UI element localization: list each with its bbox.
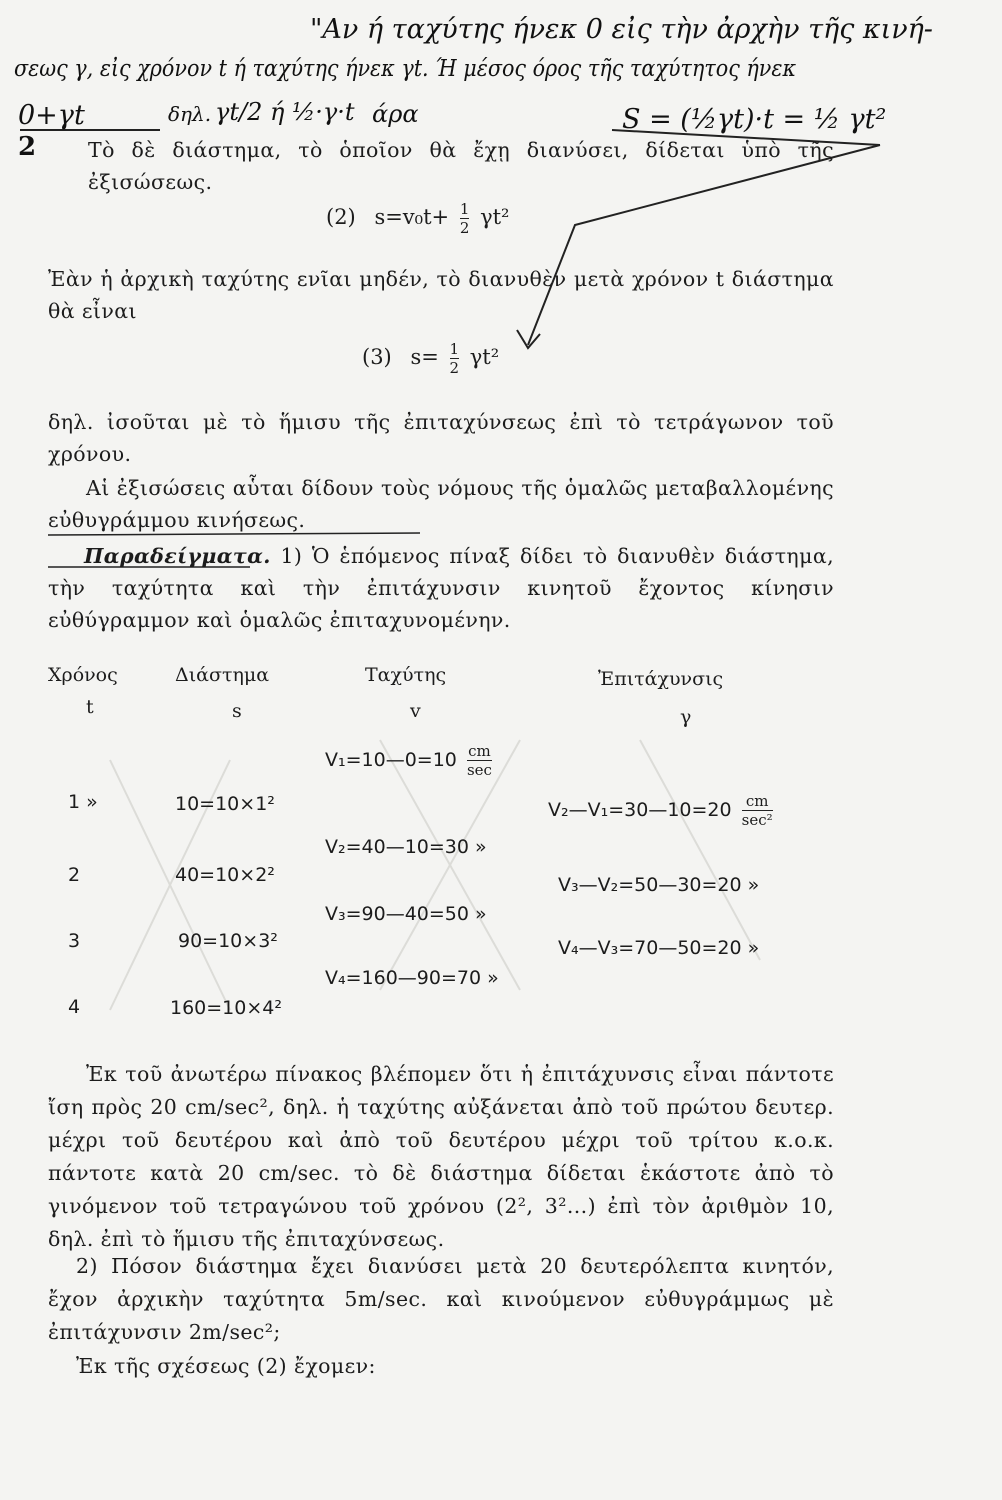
paragraph-problem-2: 2) Πόσον διάστημα ἔχει διανύσει μετὰ 20 δευτερόλεπτα κινητόν, ἔχον ἀρχικὴν ταχύτητα 5m/sec. καὶ κινούμενον εὐθυγράμμως μὲ ἐπιτάχυνσιν 2m/sec²; (48, 1254, 834, 1344)
table-symbol-s: s (232, 700, 242, 722)
equation-3-numerator: 1 (449, 340, 460, 358)
table-header-distance: Διάστημα (175, 664, 270, 686)
table-velocity-4: V₄=160—90=70 » (325, 967, 499, 989)
table-header-time: Χρόνος (48, 664, 118, 686)
acceleration-unit-num: cm (745, 792, 769, 810)
handwritten-s-formula: S = (½γt)·t = ½ γt² (622, 104, 887, 135)
paragraph-from-relation: Ἐκ τῆς σχέσεως (2) ἔχομεν: (76, 1354, 376, 1378)
paragraph-zero-velocity: Ἐὰν ἡ ἀρχικὴ ταχύτης ενῖαι μηδέν, τὸ διανυθὲν μετὰ χρόνον t διάστημα θὰ εἶναι (48, 267, 834, 323)
table-header-acceleration: Ἐπιτάχυνσις (598, 668, 724, 690)
acceleration-unit-den: sec² (741, 811, 773, 829)
handwritten-line-1: "Αν ή ταχύτης ήνεκ 0 εἰς τὴν ἀρχὴν τῆς κινή- (310, 14, 933, 45)
equation-2-numerator: 1 (459, 200, 470, 218)
table-acceleration-2: V₃—V₂=50—30=20 » (558, 874, 760, 896)
equation-2-denominator: 2 (459, 219, 470, 237)
table-acceleration-1-value: V₂—V₁=30—10=20 (548, 799, 732, 821)
handwritten-number-2: 2 (18, 132, 37, 162)
table-acceleration-3: V₄—V₃=70—50=20 » (558, 937, 760, 959)
examples-intro: 1) Ὁ ἑπόμενος πίναξ δίδει τὸ διανυθὲν διάστημα, τὴν ταχύτητα καὶ τὴν ἐπιτάχυνσιν κινητοῦ ἔχοντος κίνησιν εὐθύγραμμον καὶ ὁμαλῶς ἐπιταχυνομένην. (48, 544, 834, 632)
table-time-2: 2 (68, 864, 81, 886)
equation-2 (326, 200, 509, 237)
velocity-unit-num: cm (468, 742, 491, 760)
velocity-unit-den: sec (466, 761, 492, 779)
paragraph-table-conclusion: Ἐκ τοῦ ἀνωτέρω πίνακος βλέπομεν ὅτι ἡ ἐπιτάχυνσις εἶναι πάντοτε ἴση πρὸς 20 cm/sec², δηλ. ἡ ταχύτης αὐξάνεται ἀπὸ τοῦ πρώτου δευτερ. μέχρι τοῦ δευτέρου καὶ ἀπὸ τοῦ δευτέρου μέχρι τοῦ τρίτου κ.ο.κ. πάντοτε κατὰ 20 cm/sec. τὸ δὲ διάστημα δίδεται ἑκάστοτε ἀπὸ τὸ γινόμενον τοῦ τετραγώνου τοῦ χρόνου (2², 3²...) ἐπὶ τὸν ἀριθμὸν 10, δηλ. ἐπὶ τὸ ἥμισυ τῆς ἐπιταχύνσεως. (48, 1062, 834, 1251)
table-distance-3: 90=10×3² (178, 930, 278, 952)
table-distance-1: 10=10×1² (175, 793, 275, 815)
examples-paragraph (48, 540, 834, 636)
table-distance-2: 40=10×2² (175, 864, 275, 886)
equation-3-tail: γt² (469, 345, 500, 369)
table-velocity-2: V₂=40—10=30 » (325, 836, 487, 858)
velocity-unit-fraction (467, 742, 492, 779)
handwritten-line-2: σεως γ, εἰς χρόνον t ή ταχύτης ήνεκ γt. Ή μέσος όρος τῆς ταχύτητος ήνεκ (14, 56, 797, 82)
equation-3-label: (3) (362, 345, 392, 369)
table-symbol-t: t (86, 696, 94, 718)
equation-2-lhs: s=v₀t+ (374, 205, 450, 229)
handwritten-half-gt: γt/2 ή ½·γ·t (215, 98, 355, 126)
equation-3-lhs: s= (410, 345, 439, 369)
equation-3-fraction (450, 340, 460, 377)
table-symbol-v: v (410, 700, 421, 722)
equation-2-label: (2) (326, 205, 356, 229)
table-velocity-3: V₃=90—40=50 » (325, 903, 487, 925)
equation-3-denominator: 2 (449, 359, 460, 377)
equation-2-tail: γt² (480, 205, 510, 229)
paragraph-half-acceleration: δηλ. ἰσοῦται μὲ τὸ ἥμισυ τῆς ἐπιταχύνσεως ἐπὶ τὸ τετράγωνον τοῦ χρόνου. (48, 410, 834, 466)
table-symbol-gamma: γ (680, 706, 692, 728)
table-velocity-1-value: V₁=10—0=10 (325, 749, 457, 771)
paragraph-distance-intro: Τὸ δὲ διάστημα, τὸ ὁποῖον θὰ ἔχῃ διανύσει, δίδεται ὑπὸ τῆς ἐξισώσεως. (88, 138, 834, 194)
equation-2-fraction (460, 200, 470, 237)
table-acceleration-1 (548, 792, 777, 829)
table-distance-4: 160=10×4² (170, 997, 282, 1019)
examples-heading: Παραδείγματα. (84, 544, 271, 568)
table-velocity-1 (325, 742, 496, 779)
table-time-4: 4 (68, 996, 81, 1018)
handwritten-mean-sum: 0+γt (18, 100, 85, 131)
equation-3 (362, 340, 499, 377)
table-time-1: 1 » (68, 791, 98, 813)
table-header-velocity: Ταχύτης (365, 664, 447, 686)
table-time-3: 3 (68, 930, 81, 952)
paragraph-laws: Αἱ ἐξισώσεις αὗται δίδουν τοὺς νόμους τῆς ὁμαλῶς μεταβαλλομένης εὐθυγράμμου κινήσεως. (48, 476, 834, 532)
acceleration-unit-fraction (742, 792, 773, 829)
handwritten-ara: άρα (372, 100, 419, 128)
handwritten-dil: δηλ. (168, 102, 212, 126)
